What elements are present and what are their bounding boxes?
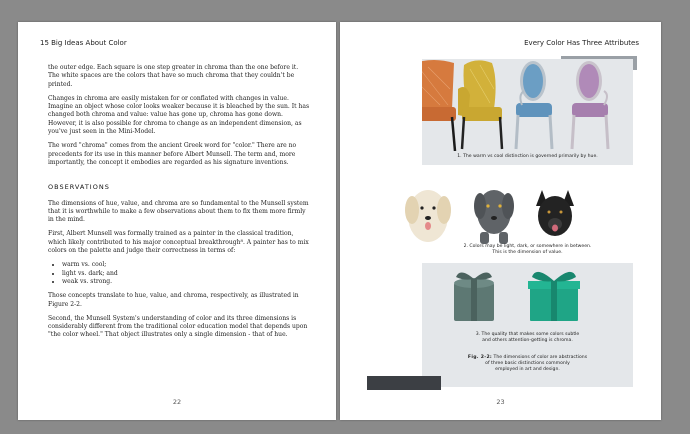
black-dog-image [536, 190, 574, 236]
left-page-body [48, 64, 310, 346]
chroma-figure-panel [422, 263, 633, 387]
caption-line: 2. Colors may be light, dark, or somewhere in between. [463, 244, 592, 249]
yellow-chair-image [458, 60, 502, 149]
list-item: • light vs. dark; and [62, 270, 310, 278]
list-item: • weak vs. strong. [62, 278, 310, 286]
gift-boxes-illustration [422, 267, 633, 325]
decorative-bar [367, 376, 441, 390]
section-heading: OBSERVATIONS [48, 183, 110, 192]
purple-chair-image [572, 61, 608, 149]
caption-line: The dimensions of color are abstractions [493, 355, 588, 360]
chairs-illustration [422, 59, 633, 151]
bullet-list [48, 261, 310, 286]
gray-dog-image [474, 190, 514, 244]
dogs-illustration [404, 176, 586, 246]
running-header: Every Color Has Three Attributes [524, 39, 639, 47]
teal-gift-box-image [528, 272, 580, 321]
gray-gift-box-image [454, 272, 494, 321]
caption-line: 3. The quality that makes some colors subtle [475, 332, 580, 337]
figure-caption: 1. The warm vs cool distinction is governed primarily by hue. [457, 154, 598, 159]
page-number: 22 [172, 398, 182, 406]
caption-line: of three basic distinctions commonly [485, 361, 570, 367]
paragraph: Second, the Munsell System's understanding of color and its three dimensions is considerably different from the traditional color education model that depends upon "the color wheel." That object illustrates only a single dimension - that of hue. [48, 314, 308, 339]
right-page [340, 22, 661, 420]
left-page [18, 22, 336, 420]
hue-figure-panel [422, 59, 633, 165]
paragraph: The word "chroma" comes from the ancient Greek word for "color." There are no precedents for its use in this manner before Albert Munsell. The term and, more importantly, the concept it embodies are regarded as his signature inventions. [48, 142, 297, 166]
paragraph: the outer edge. Each square is one step greater in chroma than the one before it. The white spaces are the colors that have so much chroma that they couldn't be printed. [48, 64, 299, 88]
caption-line: and others attention-getting is chroma. [482, 338, 573, 344]
blue-chair-image [516, 61, 552, 149]
page-number: 23 [496, 398, 505, 406]
paragraph: First, Albert Munsell was formally trained as a painter in the classical tradition, which likely contributed to his major conceptual breakthrough⁸. A painter has to mix colors on the palette and judge their correctness in terms of: [48, 230, 309, 255]
running-header: 15 Big Ideas About Color [40, 39, 127, 47]
figure-caption [422, 244, 633, 256]
figure-caption [422, 332, 633, 344]
white-dog-image [405, 190, 451, 242]
orange-chair-image [422, 60, 456, 151]
paragraph: Changes in chroma are easily mistaken for or conflated with changes in value. Imagine an object whose color looks weaker because it is bleached by the sun. It has changed both chroma and value: value has gone up, chroma has gone down. However, it is also possible for chroma to change as an independent dimension, as you've just seen in the Mini-Model. [48, 94, 310, 136]
list-item: • warm vs. cool; [62, 261, 310, 269]
paragraph: Those concepts translate to hue, value, and chroma, respectively, as illustrated in Figure 2-2. [48, 292, 299, 308]
figure-label-caption [422, 355, 633, 374]
caption-line: This is the dimension of value. [492, 250, 563, 256]
caption-line: employed in art and design. [495, 367, 560, 373]
figure-label: Fig. 2-2: [467, 355, 493, 360]
paragraph: The dimensions of hue, value, and chroma are so fundamental to the Munsell system that it is worthwhile to make a few observations about them to fix them more firmly in the mind. [48, 199, 309, 224]
